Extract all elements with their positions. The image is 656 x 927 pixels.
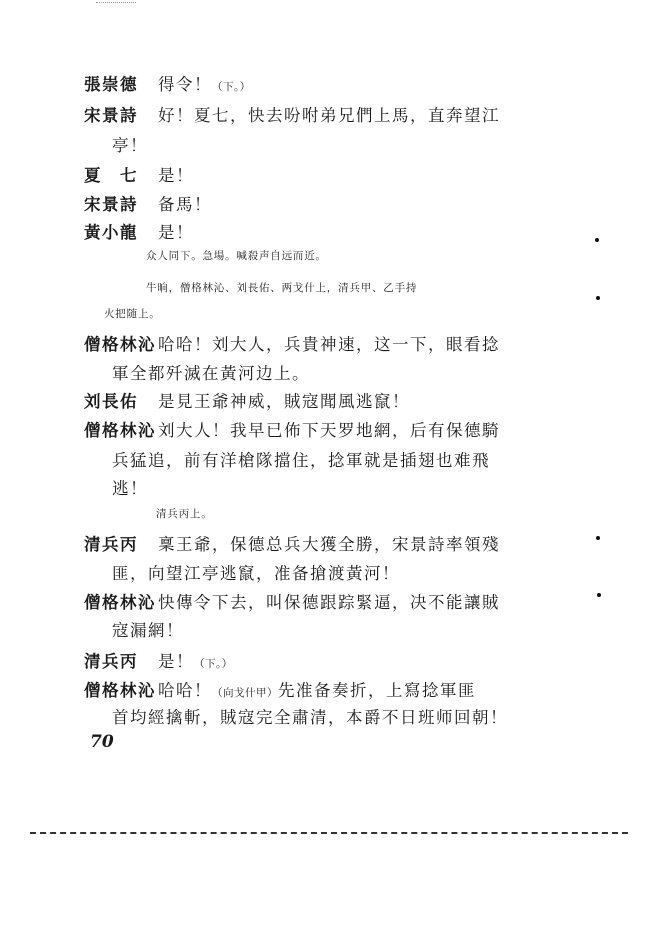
dialogue-text: 哈哈！刘大人，兵貴神速，这一下，眼看捻 — [158, 335, 500, 354]
dialogue-line — [84, 105, 500, 127]
dialogue-text: 逃！ — [112, 479, 148, 498]
speaker-name: 張崇德 — [84, 75, 138, 94]
stage-direction: 火把随上。 — [104, 308, 161, 320]
dialogue-line — [84, 222, 194, 244]
speaker-name: 黃小龍 — [84, 223, 138, 242]
dialogue-line — [84, 420, 500, 442]
speaker-name: 宋景詩 — [84, 195, 138, 214]
dialogue-line — [84, 391, 410, 413]
speaker-name: 宋景詩 — [84, 106, 138, 125]
dialogue-text: 好！夏七，快去吩咐弟兄們上馬，直奔望江 — [158, 106, 500, 125]
stage-direction: 众人同下。急場。喊殺声自远而近。 — [146, 250, 327, 262]
dialogue-continuation — [112, 363, 310, 385]
dialogue-continuation — [112, 707, 508, 729]
stage-note: （下。） — [212, 81, 251, 93]
dialogue-line — [84, 74, 251, 98]
margin-speck — [596, 296, 600, 300]
dialogue-continuation — [112, 478, 148, 500]
speaker-name: 清兵丙 — [84, 535, 138, 554]
dialogue-continuation — [112, 563, 400, 585]
dialogue-text: 寇漏網！ — [112, 621, 184, 640]
dialogue-text: 先准备奏折，上寫捻軍匪 — [278, 681, 476, 700]
dialogue-text: 刘大人！我早已佈下天罗地網，后有保德騎 — [158, 421, 500, 440]
speaker-name: 僧格林沁 — [84, 681, 156, 700]
dialogue-text: 首均經擒斬，賊寇完全肅清，本爵不日班师回朝！ — [112, 708, 508, 727]
dialogue-line — [84, 534, 500, 556]
speaker-name: 僧格林沁 — [84, 593, 156, 612]
dialogue-line — [84, 165, 194, 187]
dialogue-text: 得令！ — [158, 75, 212, 94]
dialogue-text: 是見王爺神威，賊寇聞風逃竄！ — [158, 392, 410, 411]
dialogue-text: 是！ — [158, 166, 194, 185]
speaker-name: 夏 七 — [84, 166, 138, 185]
dialogue-line — [84, 680, 476, 704]
stage-note: （向戈什甲） — [212, 687, 278, 699]
stage-note: （下。） — [194, 658, 233, 670]
dialogue-continuation — [112, 620, 184, 642]
stage-direction: 牛晌，僧格林沁、刘長佑、两戈什上，清兵甲、乙手持 — [146, 282, 418, 294]
margin-speck — [597, 593, 601, 597]
speaker-name: 僧格林沁 — [84, 335, 156, 354]
dialogue-text: 备馬！ — [158, 195, 212, 214]
margin-speck — [596, 536, 600, 540]
dialogue-text: 是！ — [158, 652, 194, 671]
speaker-name: 僧格林沁 — [84, 421, 156, 440]
dialogue-text: 快傳令下去，叫保德跟踪緊逼，决不能讓賊 — [158, 593, 500, 612]
margin-speck — [595, 238, 599, 242]
dialogue-text: 是！ — [158, 223, 194, 242]
dialogue-text: 亭！ — [112, 136, 148, 155]
dialogue-line — [84, 334, 500, 356]
dialogue-line — [84, 592, 500, 614]
speaker-name: 刘長佑 — [84, 392, 138, 411]
page-number: 70 — [90, 732, 114, 752]
dialogue-text: 稟王爺，保德总兵大獲全勝，宋景詩率領殘 — [158, 535, 500, 554]
dialogue-text: 軍全都歼滅在黃河边上。 — [112, 364, 310, 383]
dialogue-continuation — [112, 135, 148, 157]
dialogue-line — [84, 651, 233, 675]
dialogue-text: 兵猛追，前有洋槍隊擋住，捻軍就是插翅也难飛 — [112, 451, 490, 470]
speaker-name: 清兵丙 — [84, 652, 138, 671]
dialogue-text: 匪，向望江亭逃竄，准备搶渡黃河！ — [112, 564, 400, 583]
scan-mark — [96, 2, 136, 3]
stage-direction: 清兵丙上。 — [156, 508, 213, 520]
page-edge-rule — [30, 832, 628, 834]
dialogue-text: 哈哈！ — [158, 681, 212, 700]
dialogue-continuation — [112, 450, 490, 472]
dialogue-line — [84, 194, 212, 216]
